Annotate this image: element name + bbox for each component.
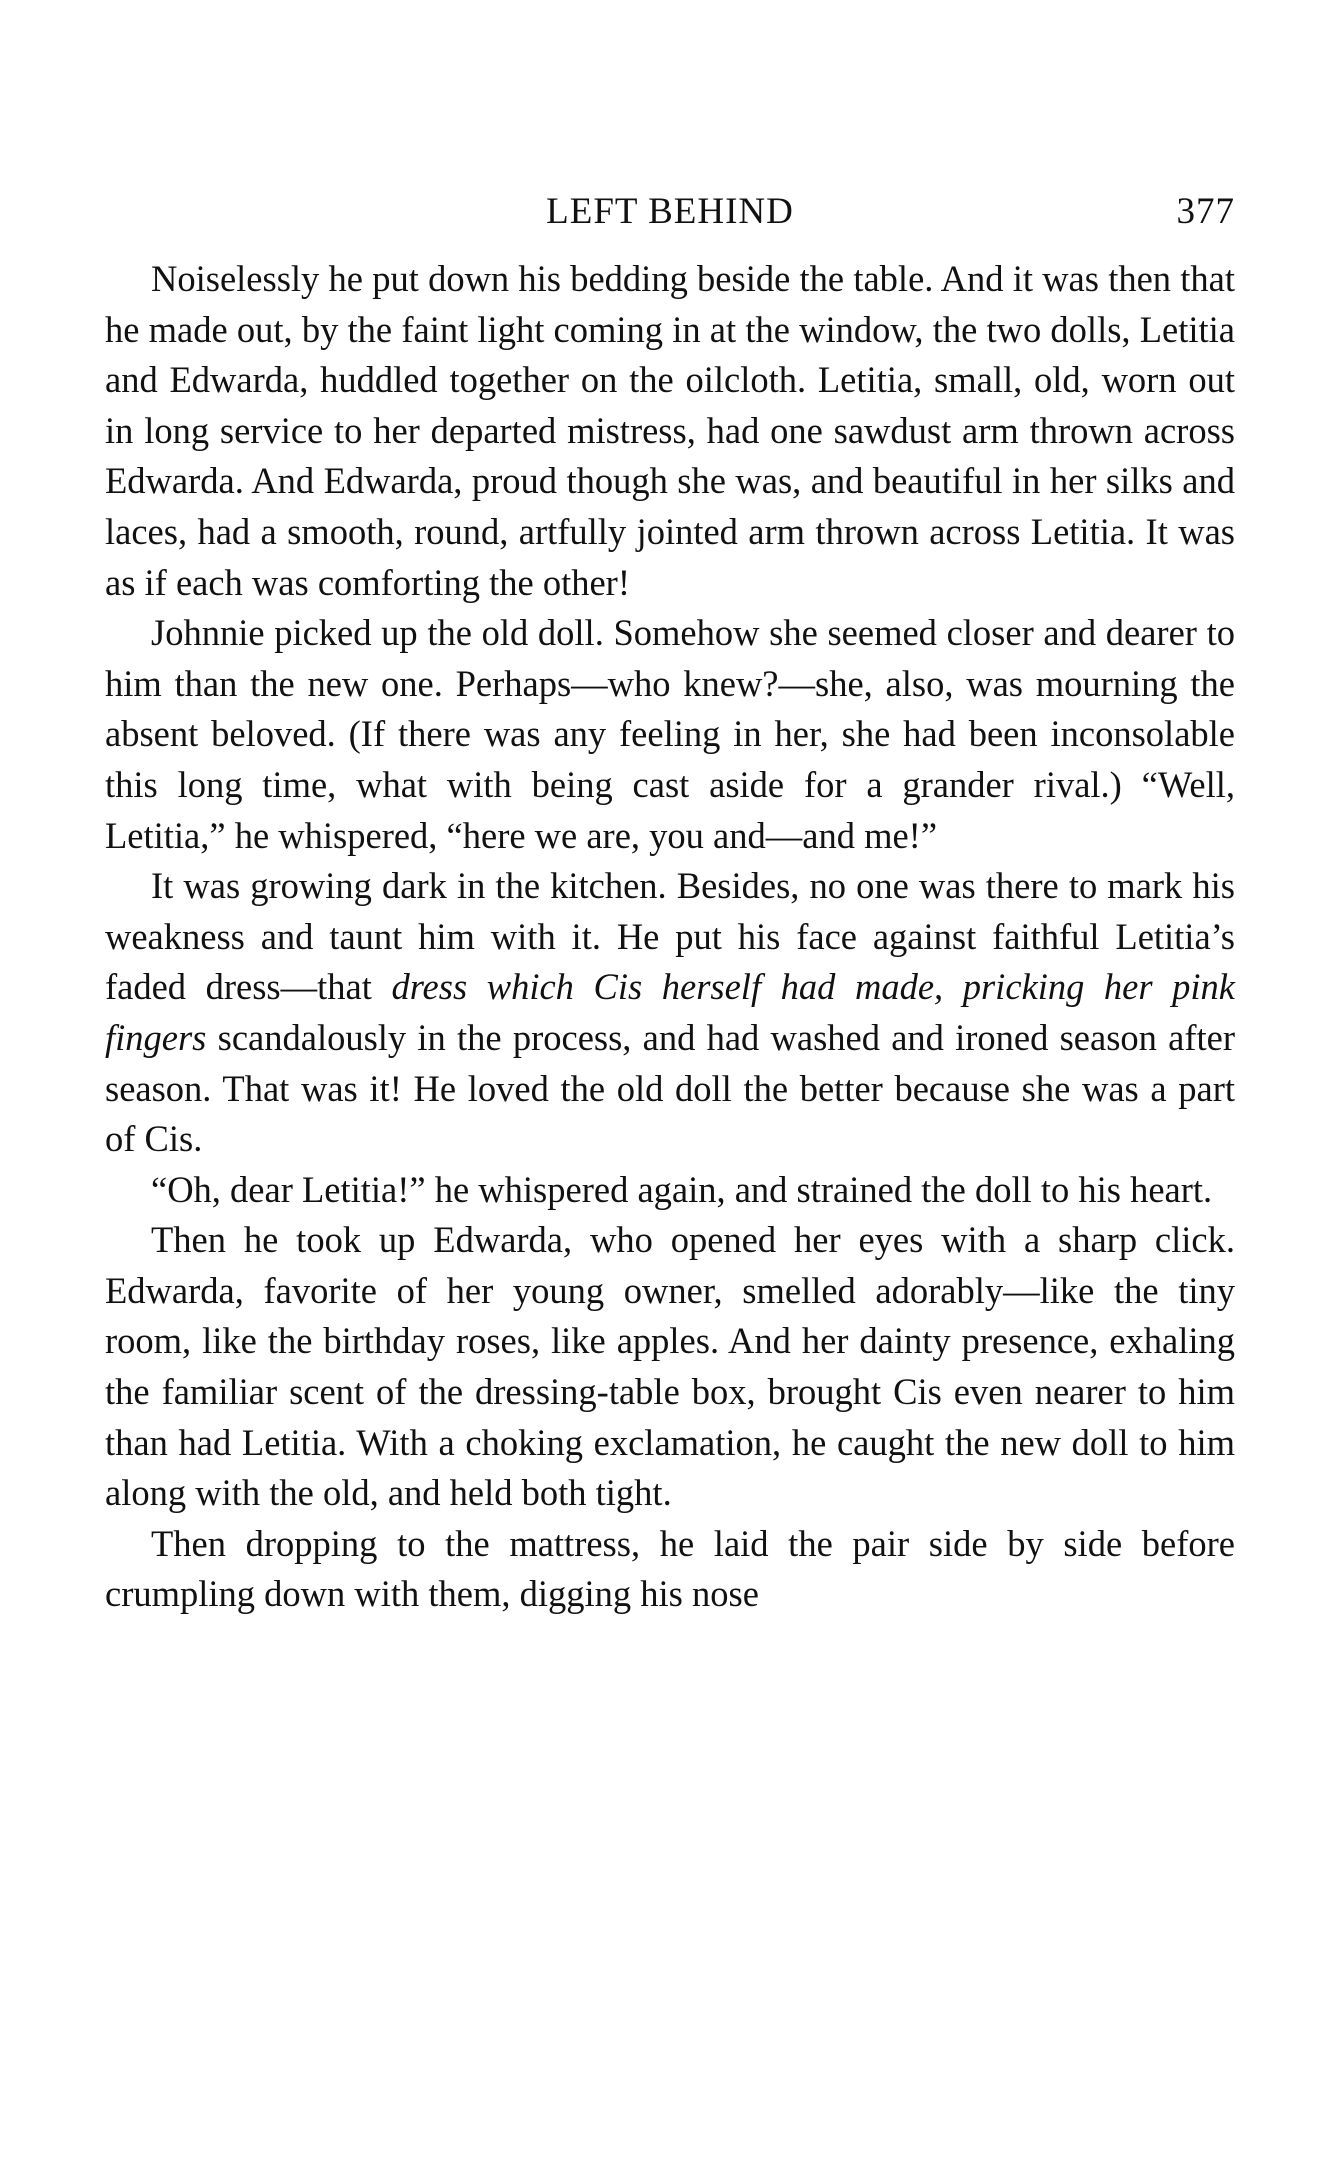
paragraph-1: Noiselessly he put down his bedding beside the table. And it was then that he made out, by the faint light coming in at the window, the two dolls, Letitia and Edwarda, huddled together on the oilcloth. Letitia, small, old, worn out in long service to her departed mistress, had one sawdust arm thrown across Edwarda. And Edwarda, proud though she was, and beautiful in her silks and laces, had a smooth, round, artfully jointed arm thrown across Letitia. It was as if each was comforting the other! (105, 258, 1235, 603)
book-page (105, 190, 1235, 1620)
chapter-title: LEFT BEHIND (546, 191, 794, 232)
paragraph-4: “Oh, dear Letitia!” he whispered again, and strained the doll to his heart. (151, 1168, 1213, 1210)
paragraph-2: Johnnie picked up the old doll. Somehow she seemed closer and dearer to him than the new one. Perhaps—who knew?—she, also, was mourning the absent beloved. (If there was any feeling in her, she had been inconsolable this long time, what with being cast aside for a grander rival.) “Well, Letitia,” he whispered, “here we are, you and—and me!” (105, 612, 1235, 856)
paragraph-3-text-end: scandalously in the process, and had washed and ironed season after season. That was it! He loved the old doll the better because she was a part of Cis. (105, 1016, 1235, 1160)
running-head (105, 190, 1235, 242)
paragraph-3 (105, 861, 1235, 1165)
body-text (105, 254, 1235, 1620)
paragraph-5: Then he took up Edwarda, who opened her eyes with a sharp click. Edwarda, favorite of her young owner, smelled adorably—like the tiny room, like the birthday roses, like apples. And her dainty presence, exhaling the familiar scent of the dressing-table box, brought Cis even nearer to him than had Letitia. With a choking exclamation, he caught the new doll to him along with the old, and held both tight. (105, 1219, 1235, 1514)
paragraph-3-text-start: It was growing dark in the kitchen. Besides, no one was there to mark his weakness and taunt him with it. He put his face against faithful Letitia’s faded dress—that (105, 865, 1235, 1008)
page-number: 377 (1176, 191, 1235, 232)
paragraph-6: Then dropping to the mattress, he laid the pair side by side before crumpling down with them, digging his nose (105, 1522, 1235, 1615)
paragraph-3-italic-text: dress which Cis herself had made, pricking her pink fingers (105, 966, 1235, 1058)
